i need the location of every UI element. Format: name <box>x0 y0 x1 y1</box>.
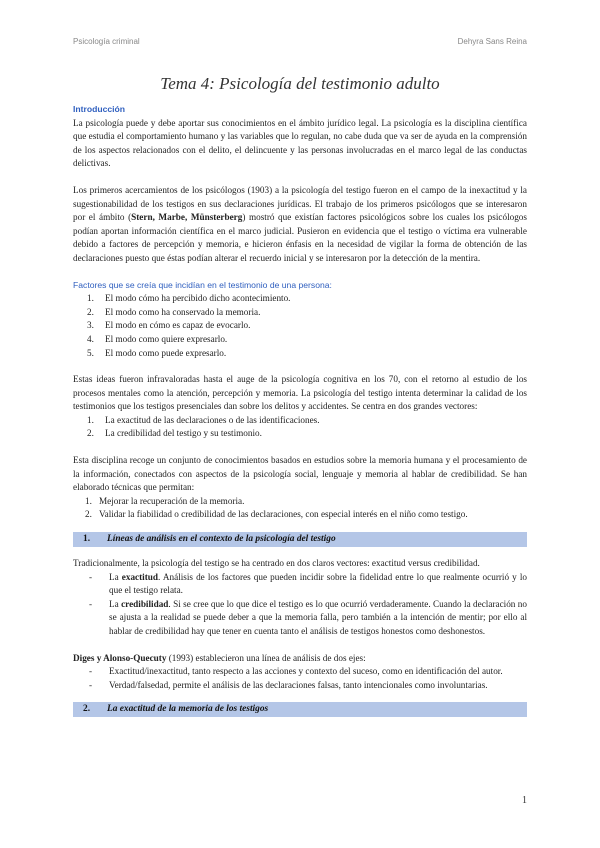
list-item: 2. Validar la fiabilidad o credibilidad de las declaraciones, con especial interés en el niño como testigo. <box>85 509 468 520</box>
list-item: 2. La credibilidad del testigo y su testimonio. <box>87 428 262 439</box>
section-2-heading: 2. La exactitud de la memoria de los testigos <box>73 702 527 717</box>
discipline-paragraph: Esta disciplina recoge un conjunto de conocimientos basados en estudios sobre la memoria humana y el procesamiento de la información, conectados con aspectos de la psicología social, lenguaje y memoria al hablar de credibilidad. Se han elaborado técnicas que permitan: <box>73 455 527 493</box>
page-number: 1 <box>522 795 527 806</box>
diges-paragraph: Diges y Alonso-Quecuty (1993) establecieron una línea de análisis de dos ejes: <box>73 652 366 663</box>
intro-paragraph-1: La psicología puede y debe aportar sus conocimientos en el ámbito jurídico legal. La psicología es la disciplina científica que estudia el comportamiento humano y las variables que lo regulan, no cabe duda que va ser de ayuda en la comprensión de los aspectos relacionados con el delito, el delincuente y las personas involucradas en el marco legal de las conductas delictivas. <box>73 117 527 169</box>
ideas-paragraph: Estas ideas fueron infravaloradas hasta el auge de la psicología cognitiva en los 70, con el retorno al estudio de los procesos mentales como la atención, percepción y memoria. La psicología del testigo intenta determinar la calidad de los testimonios que los testigos presenciales dan sobre los delitos y accidentes. Se centra en dos grandes vectores: <box>73 374 527 412</box>
list-item: - Verdad/falsedad, permite el análisis de las declaraciones falsas, tanto intencionales como involuntarias. <box>89 679 488 690</box>
document-body <box>73 103 527 717</box>
diges-list <box>73 665 527 692</box>
section-1-heading: 1. Líneas de análisis en el contexto de la psicología del testigo <box>73 532 527 547</box>
section-1-paragraph: Tradicionalmente, la psicología del testigo se ha centrado en dos claros vectores: exactitud versus credibilidad. <box>73 558 480 569</box>
list-item: 2. El modo como ha conservado la memoria. <box>87 306 261 317</box>
list-item: 1. Mejorar la recuperación de la memoria. <box>85 495 245 506</box>
vectors-list <box>73 414 527 441</box>
factors-heading: Factores que se creía que incidían en el testimonio de una persona: <box>73 279 332 290</box>
list-item: 5. El modo como puede expresarlo. <box>87 347 227 358</box>
list-item: - La credibilidad. Si se cree que lo que dice el testigo es lo que ocurrió verdaderamente. Cuando la declaración no se ajusta a la realidad se puede deber a que la memoria falla, pero también a la intención de mentir; por ello al hablar de credibilidad hay que tener en cuenta tanto el análisis de testigos honestos como deshonestos. <box>89 598 527 636</box>
header-right: Dehyra Sans Reina <box>457 37 527 46</box>
list-item: - Exactitud/inexactitud, tanto respecto a las acciones y contexto del suceso, como en identificación del autor. <box>89 666 503 677</box>
intro-paragraph-2: Los primeros acercamientos de los psicólogos (1903) a la psicología del testigo fueron en el campo de la inexactitud y la sugestionabilidad de los testigos en sus declaraciones jurídicas. El trabajo de los primeros psicólogos que se interesaron por el ámbito (Stern, Marbe, Münsterberg) mostró que existían factores psicológicos sobre los cuales los psicólogos podían aportan información científica en el marco judicial. Pusieron en evidencia que el testigo o víctima era vulnerable debido a factores de percepción y memoria, e hicieron énfasis en la necesidad de vigilar la forma de obtención de las declaraciones puesto que éstas podían alterar el recuerdo inicial y se interesaron por la detección de la mentira. <box>73 184 527 263</box>
header-left: Psicología criminal <box>73 37 140 46</box>
list-item: 1. La exactitud de las declaraciones o de las identificaciones. <box>87 414 320 425</box>
page-title: Tema 4: Psicología del testimonio adulto <box>160 74 440 93</box>
list-item: 3. El modo en cómo es capaz de evocarlo. <box>87 320 251 331</box>
factors-list <box>73 292 527 360</box>
list-item: 4. El modo como quiere expresarlo. <box>87 333 228 344</box>
list-item: - La exactitud. Análisis de los factores que pueden incidir sobre la fidelidad entre lo que realmente ocurrió y lo que el testigo relata. <box>89 571 527 596</box>
techniques-list <box>73 495 527 522</box>
list-item: 1. El modo cómo ha percibido dicho acontecimiento. <box>87 293 291 304</box>
intro-heading: Introducción <box>73 104 126 114</box>
section-1-bullets <box>73 571 527 639</box>
